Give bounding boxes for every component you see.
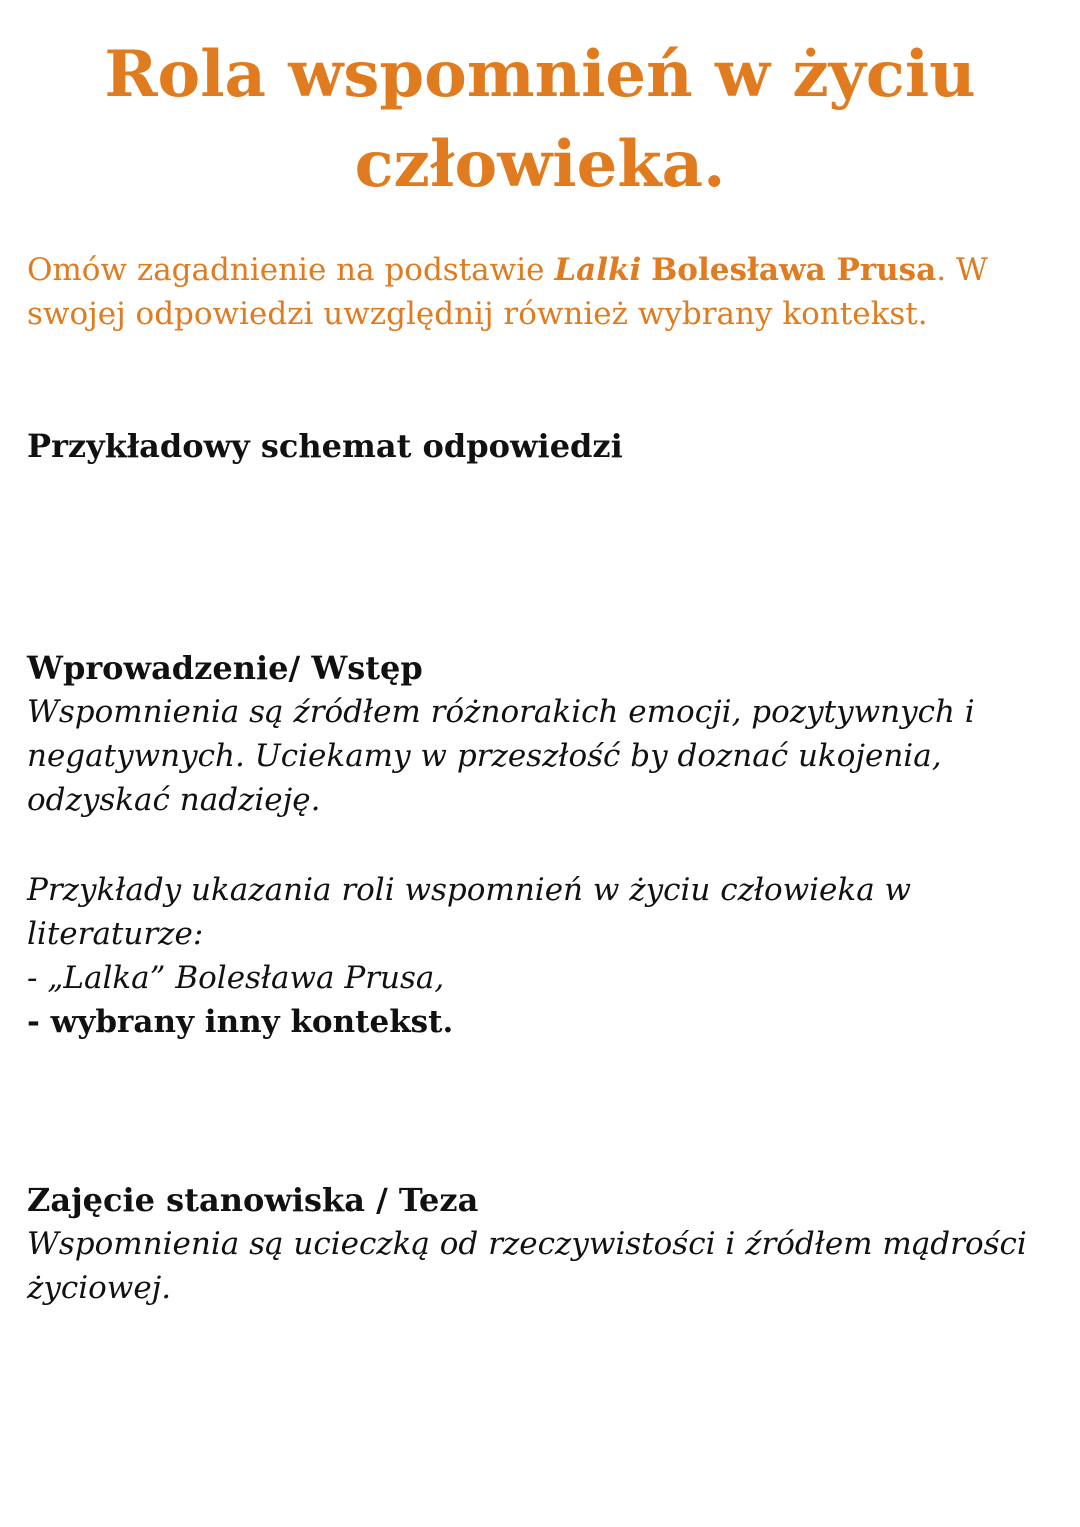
prompt-author: Bolesława Prusa	[651, 252, 937, 288]
prompt-work-title: Lalki	[554, 252, 642, 288]
schema-heading: Przykładowy schemat odpowiedzi	[27, 427, 623, 465]
title-line-1: Rola wspomnień w życiu	[104, 37, 976, 112]
examples-item-1: - „Lalka” Bolesława Prusa,	[27, 960, 445, 996]
prompt-text-3: . W swojej odpowiedzi uwzględnij również wybrany kontekst.	[27, 252, 988, 332]
title-line-2: człowieka.	[354, 127, 726, 202]
examples-lead: Przykłady ukazania roli wspomnień w życiu człowieka w literaturze:	[27, 872, 912, 952]
intro-text: Wspomnienia są źródłem różnorakich emocji, pozytywnych i negatywnych. Uciekamy w przeszłość by doznać ukojenia, odzyskać nadzieję.	[27, 694, 975, 818]
thesis-text: Wspomnienia są ucieczką od rzeczywistości i źródłem mądrości życiowej.	[27, 1226, 1027, 1306]
document-title	[0, 30, 1080, 210]
intro-heading: Wprowadzenie/ Wstęp	[27, 649, 423, 687]
thesis-heading: Zajęcie stanowiska / Teza	[27, 1181, 479, 1219]
examples-block	[27, 868, 1057, 1044]
task-prompt	[27, 248, 1047, 336]
prompt-text-2	[641, 252, 651, 288]
examples-item-2: - wybrany inny kontekst.	[27, 1004, 454, 1040]
prompt-text-1: Omów zagadnienie na podstawie	[27, 252, 555, 288]
